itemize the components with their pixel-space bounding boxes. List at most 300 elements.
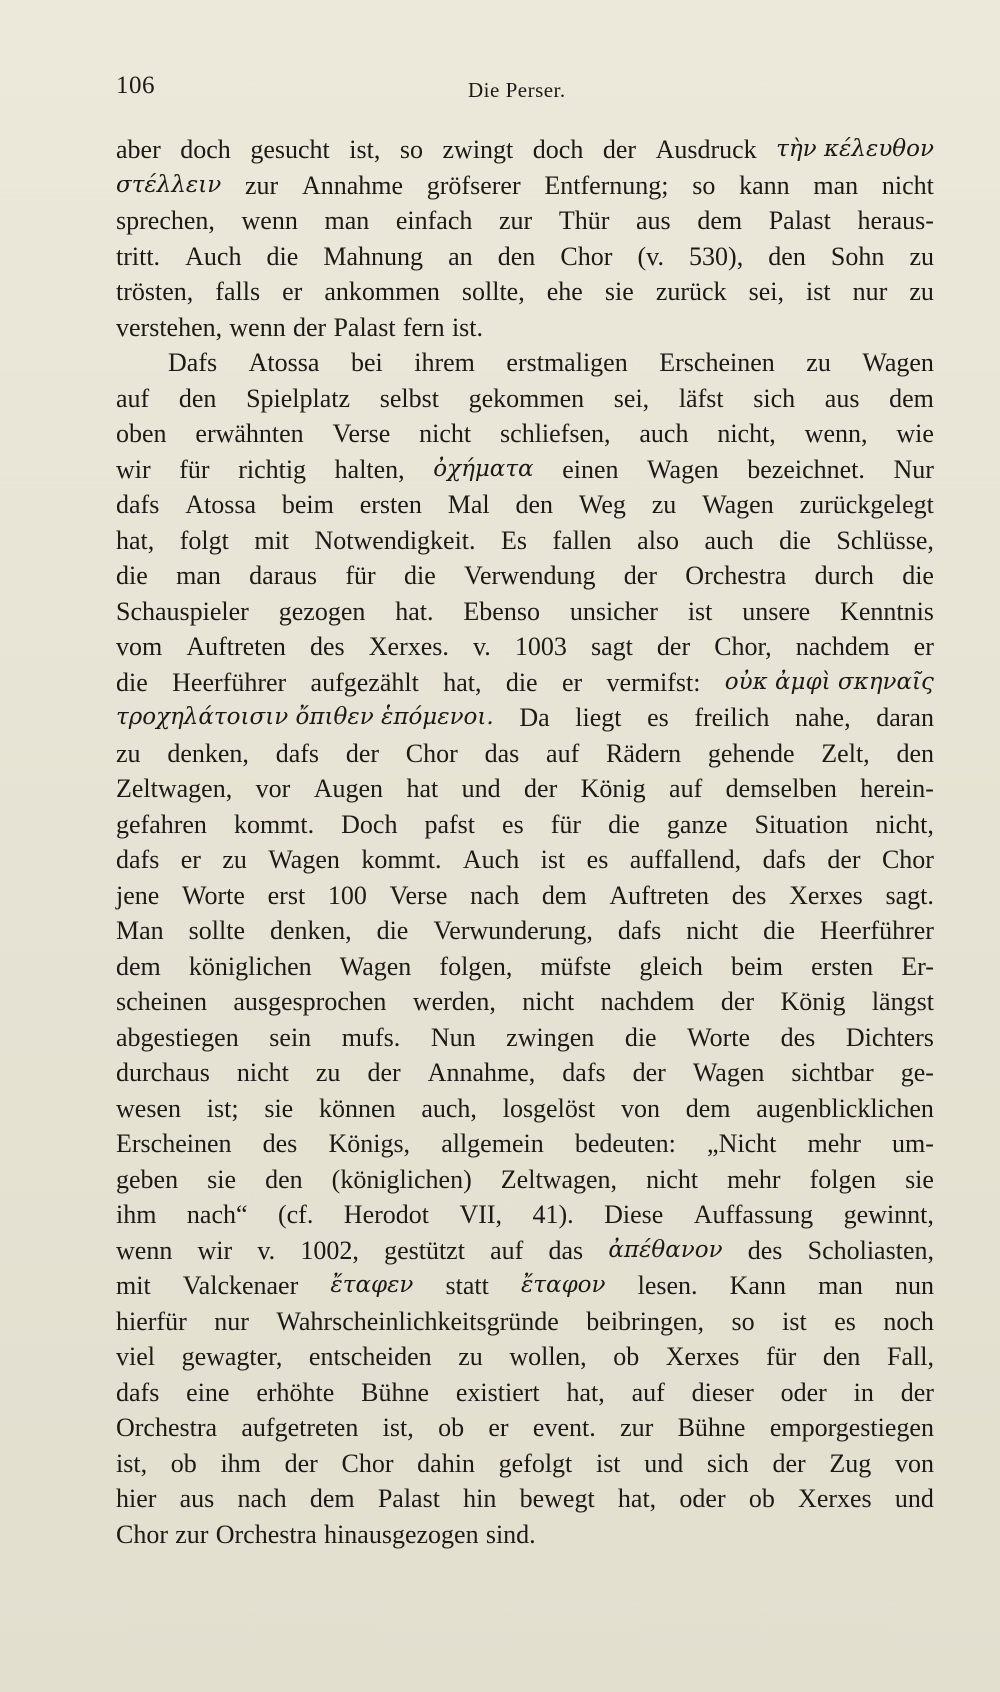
word: Auch bbox=[185, 241, 242, 271]
word: einfach bbox=[395, 206, 473, 235]
word: das bbox=[484, 738, 520, 768]
word: hat, bbox=[116, 525, 155, 555]
word: und bbox=[894, 1484, 934, 1513]
word: müfste bbox=[540, 951, 612, 981]
word: pafst bbox=[424, 809, 476, 839]
word: den bbox=[515, 490, 554, 519]
word: Xerxes bbox=[798, 1484, 872, 1513]
word: auf bbox=[116, 383, 150, 413]
word: die bbox=[763, 916, 795, 945]
word: 1003 bbox=[514, 632, 567, 661]
word: aufgezählt bbox=[310, 667, 419, 697]
word: nicht bbox=[881, 170, 934, 200]
word: er bbox=[488, 1413, 509, 1442]
word: στέλλειν bbox=[116, 171, 222, 198]
word: kommt. bbox=[361, 845, 442, 874]
word: sind. bbox=[485, 1519, 536, 1549]
word: kommt. bbox=[233, 809, 315, 839]
word: vom bbox=[116, 632, 163, 661]
word: den bbox=[822, 1342, 861, 1371]
word: Chor, bbox=[714, 632, 772, 661]
text-line bbox=[116, 984, 934, 1020]
word: sollte bbox=[188, 916, 245, 945]
text-line bbox=[116, 842, 934, 878]
word: hier bbox=[116, 1484, 157, 1513]
text-line bbox=[116, 310, 934, 346]
word: Atossa bbox=[185, 490, 256, 519]
word: fern bbox=[402, 312, 445, 342]
word: zur bbox=[175, 1519, 209, 1549]
word: event. bbox=[532, 1413, 596, 1442]
word: so bbox=[692, 170, 716, 200]
word: ist, bbox=[349, 135, 381, 164]
word: König bbox=[780, 987, 846, 1016]
word: zur bbox=[499, 206, 533, 235]
word: des bbox=[262, 1129, 298, 1158]
word: denken, bbox=[167, 738, 249, 768]
word: Orchestra bbox=[685, 561, 787, 590]
word: Wagen bbox=[339, 951, 412, 981]
word: auf bbox=[546, 738, 580, 768]
word: aufgetreten bbox=[241, 1413, 359, 1442]
word: ἔταφεν bbox=[330, 1272, 414, 1298]
word: gewagter, bbox=[181, 1342, 283, 1371]
word: ersten bbox=[359, 490, 422, 519]
text-line bbox=[116, 771, 934, 807]
word: auf bbox=[490, 1235, 524, 1265]
word: Zeltwagen, bbox=[116, 774, 233, 803]
word: oder bbox=[780, 1377, 827, 1407]
word: an bbox=[448, 241, 473, 271]
word: längst bbox=[871, 987, 934, 1016]
word: eine bbox=[186, 1377, 230, 1407]
word: Kann bbox=[729, 1271, 786, 1300]
word: dafs bbox=[762, 845, 806, 874]
word: daraus bbox=[249, 561, 318, 590]
word: Spielplatz bbox=[246, 383, 351, 413]
word: die bbox=[608, 809, 640, 839]
word: auch, bbox=[421, 1093, 477, 1123]
word: Ebenso bbox=[463, 596, 540, 626]
word: Palast bbox=[377, 1484, 440, 1513]
word: er bbox=[180, 845, 201, 874]
word: wir bbox=[197, 1235, 233, 1265]
text-line bbox=[116, 1091, 934, 1127]
word: nachdem bbox=[600, 987, 695, 1016]
word: ἔταφον bbox=[520, 1272, 606, 1298]
word: ihm bbox=[116, 1200, 157, 1229]
word: um- bbox=[892, 1129, 934, 1158]
word: auch bbox=[639, 419, 689, 448]
word: bedeuten: bbox=[574, 1129, 676, 1158]
word: der bbox=[656, 632, 691, 661]
word: der bbox=[367, 1058, 401, 1087]
word: aber bbox=[116, 135, 161, 164]
word: Augen bbox=[313, 774, 384, 803]
word: es bbox=[586, 845, 609, 874]
word: halten, bbox=[334, 454, 405, 484]
word: folgen, bbox=[439, 951, 513, 981]
word: nun bbox=[894, 1271, 934, 1300]
word: er bbox=[561, 667, 583, 697]
word: nahe, bbox=[795, 703, 851, 732]
word: ob bbox=[748, 1484, 775, 1513]
text-line bbox=[116, 1268, 934, 1304]
word: dem bbox=[685, 1093, 731, 1123]
word: 41). bbox=[532, 1200, 574, 1229]
word: wenn bbox=[229, 312, 286, 342]
word: ankommen bbox=[324, 277, 440, 306]
word: erhöhte bbox=[256, 1377, 335, 1407]
word: durch bbox=[814, 561, 874, 590]
word: dafs bbox=[116, 490, 160, 519]
word: zu bbox=[909, 277, 934, 306]
text-line bbox=[116, 381, 934, 417]
text-line bbox=[116, 168, 934, 204]
word: es bbox=[647, 703, 669, 732]
word: tritt. bbox=[116, 241, 161, 271]
word: sie bbox=[264, 1093, 294, 1123]
word: gleich bbox=[639, 951, 703, 981]
word: Auffassung bbox=[693, 1200, 814, 1229]
word: sie bbox=[604, 277, 634, 306]
word: gefolgt bbox=[498, 1448, 573, 1478]
word: also bbox=[637, 525, 680, 555]
word: lesen. bbox=[637, 1271, 698, 1300]
word: οὐκ ἀμφὶ σκηναῖς bbox=[724, 668, 934, 695]
word: ausgesprochen bbox=[233, 987, 387, 1016]
word: dafs bbox=[275, 738, 320, 768]
word: ihm bbox=[220, 1448, 261, 1478]
word: nicht bbox=[236, 1058, 289, 1087]
word: heraus- bbox=[857, 206, 934, 235]
word: Auch bbox=[462, 845, 520, 874]
word: doch bbox=[180, 135, 231, 164]
body-text bbox=[116, 132, 934, 1552]
word: daran bbox=[876, 703, 934, 732]
word: hat, bbox=[617, 1484, 657, 1513]
word: der bbox=[345, 738, 380, 768]
word: er bbox=[282, 277, 303, 306]
word: dem bbox=[889, 383, 934, 413]
word: doch bbox=[532, 135, 584, 164]
word: hierfür bbox=[116, 1306, 187, 1336]
word: ersten bbox=[811, 951, 874, 981]
word: VII, bbox=[459, 1200, 503, 1229]
word: sich bbox=[753, 383, 796, 413]
word: die bbox=[116, 667, 148, 697]
word: Wagen bbox=[702, 490, 774, 519]
word: der bbox=[623, 561, 657, 590]
word: dem bbox=[697, 206, 743, 235]
word: nur bbox=[852, 277, 888, 306]
word: ehe bbox=[546, 277, 583, 306]
word: gehende bbox=[707, 738, 795, 768]
word: Wagen bbox=[647, 454, 719, 484]
word: dafs bbox=[562, 1058, 606, 1087]
word: werden, bbox=[412, 987, 496, 1016]
word: ist bbox=[806, 277, 831, 306]
word: sei, bbox=[613, 383, 650, 413]
word: Verse bbox=[332, 419, 391, 448]
word: Diese bbox=[604, 1200, 664, 1229]
word: zwingen bbox=[506, 1022, 595, 1052]
word: „Nicht bbox=[707, 1129, 777, 1158]
word: einen bbox=[562, 454, 619, 484]
word: dem bbox=[541, 880, 587, 910]
word: man bbox=[324, 206, 370, 235]
word: Verwendung bbox=[464, 561, 596, 590]
word: folgen bbox=[809, 1164, 877, 1194]
text-line bbox=[116, 700, 934, 736]
word: Es bbox=[501, 525, 528, 555]
word: in bbox=[853, 1377, 874, 1407]
word: zurückgelegt bbox=[799, 490, 934, 519]
word: Doch bbox=[341, 809, 398, 839]
word: Mahnung bbox=[323, 241, 424, 271]
word: von bbox=[894, 1448, 934, 1478]
word: auffallend, bbox=[629, 845, 742, 874]
word: sie bbox=[905, 1164, 934, 1194]
word: der bbox=[900, 1377, 934, 1407]
word: den bbox=[265, 1164, 303, 1194]
word: ὀχήματα bbox=[433, 455, 534, 482]
text-line bbox=[116, 665, 934, 701]
word: allgemein bbox=[441, 1129, 544, 1158]
word: Bühne bbox=[677, 1413, 746, 1442]
word: sie bbox=[207, 1164, 237, 1194]
word: es bbox=[502, 809, 524, 839]
word: aus bbox=[179, 1484, 215, 1513]
word: selbst bbox=[379, 383, 439, 413]
word: augenblicklichen bbox=[756, 1093, 934, 1123]
word: der bbox=[772, 1448, 806, 1478]
word: hin bbox=[463, 1484, 497, 1513]
text-line bbox=[116, 558, 934, 594]
word: freilich bbox=[694, 703, 770, 732]
text-line bbox=[116, 736, 934, 772]
word: die bbox=[376, 916, 409, 945]
running-title: Die Perser. bbox=[468, 78, 566, 102]
word: Chor bbox=[341, 1448, 394, 1478]
word: ist; bbox=[206, 1093, 239, 1123]
word: auch bbox=[704, 525, 754, 555]
word: hat. bbox=[395, 596, 434, 626]
text-line bbox=[116, 1233, 934, 1269]
word: Thür bbox=[558, 206, 610, 235]
word: ist. bbox=[451, 312, 484, 342]
word: Zug bbox=[829, 1448, 872, 1478]
word: gewinnt, bbox=[843, 1200, 934, 1229]
word: zur bbox=[245, 170, 279, 200]
word: vor bbox=[255, 774, 291, 803]
word: für bbox=[765, 1342, 797, 1371]
word: zu bbox=[651, 490, 677, 519]
word: der bbox=[524, 774, 558, 803]
word: zu bbox=[222, 845, 247, 874]
word: der bbox=[720, 987, 755, 1016]
word: v. bbox=[257, 1235, 276, 1265]
text-line bbox=[116, 1410, 934, 1446]
word: Zelt, bbox=[821, 738, 870, 768]
word: Chor bbox=[116, 1519, 168, 1549]
word: Schauspieler bbox=[116, 596, 249, 626]
word: ist, bbox=[382, 1413, 414, 1442]
word: Dafs bbox=[168, 348, 218, 377]
word: den bbox=[497, 241, 536, 271]
word: v. bbox=[472, 632, 491, 661]
word: nicht, bbox=[717, 419, 776, 448]
word: Erscheinen bbox=[659, 348, 775, 377]
word: nach bbox=[237, 1484, 287, 1513]
word: gezogen bbox=[278, 596, 366, 626]
word: (königlichen) bbox=[331, 1164, 472, 1194]
word: Xerxes bbox=[789, 880, 863, 910]
word: Fall, bbox=[887, 1342, 934, 1371]
word: sagt. bbox=[885, 880, 934, 910]
word: unsicher bbox=[569, 596, 658, 626]
word: Chor bbox=[405, 738, 458, 768]
word: gröfserer bbox=[426, 170, 521, 200]
word: nicht bbox=[419, 419, 472, 448]
word: liegt bbox=[575, 703, 622, 732]
word: auf bbox=[669, 774, 703, 803]
word: Entfernung; bbox=[544, 170, 669, 200]
word: bei bbox=[350, 348, 383, 377]
word: des bbox=[310, 632, 345, 661]
word: zwingt bbox=[442, 135, 514, 164]
word: erst bbox=[267, 880, 306, 910]
word: gesucht bbox=[250, 135, 330, 164]
word: herein- bbox=[860, 774, 934, 803]
word: das bbox=[548, 1235, 584, 1265]
word: dafs bbox=[116, 845, 160, 874]
word: Erscheinen bbox=[116, 1129, 232, 1158]
word: nicht, bbox=[875, 809, 934, 839]
word: losgelöst bbox=[502, 1093, 596, 1123]
word: Kenntnis bbox=[840, 596, 934, 626]
word: ist bbox=[595, 1448, 621, 1478]
word: nicht bbox=[646, 1164, 699, 1194]
word: und bbox=[644, 1448, 684, 1478]
word: man bbox=[818, 1271, 863, 1300]
text-line bbox=[116, 523, 934, 559]
word: zu bbox=[458, 1342, 483, 1371]
word: hat, bbox=[566, 1377, 605, 1407]
word: Palast bbox=[768, 206, 831, 235]
text-line bbox=[116, 913, 934, 949]
word: mufs. bbox=[341, 1022, 401, 1052]
word: so bbox=[731, 1306, 755, 1336]
word: königlichen bbox=[188, 951, 312, 981]
word: Annahme bbox=[301, 170, 404, 200]
word: sprechen, bbox=[116, 206, 215, 235]
word: ob bbox=[613, 1342, 640, 1371]
word: Da bbox=[519, 703, 550, 732]
word: Verse bbox=[389, 880, 448, 910]
word: dem bbox=[116, 951, 161, 981]
word: für bbox=[345, 561, 376, 590]
word: erwähnten bbox=[195, 419, 304, 448]
word: Weg bbox=[578, 490, 626, 519]
word: 1002, bbox=[300, 1235, 359, 1265]
word: Auftreten bbox=[609, 880, 710, 910]
word: τὴν κέλευθον bbox=[776, 136, 934, 162]
word: vermifst: bbox=[606, 667, 701, 697]
word: ἀπέθανον bbox=[608, 1236, 723, 1263]
word: Mal bbox=[447, 490, 490, 519]
word: Heerführer bbox=[819, 916, 934, 945]
word: erstmaligen bbox=[506, 348, 628, 377]
word: man bbox=[813, 170, 859, 200]
word: wenn bbox=[116, 1235, 173, 1265]
text-line bbox=[116, 487, 934, 523]
word: durchaus bbox=[116, 1058, 210, 1087]
text-line bbox=[116, 1481, 934, 1517]
word: ist, bbox=[116, 1448, 148, 1478]
word: dafs bbox=[116, 1377, 160, 1407]
word: sichtbar bbox=[791, 1058, 874, 1087]
word: oben bbox=[116, 419, 167, 448]
word: bewegt bbox=[519, 1484, 595, 1513]
word: denken, bbox=[269, 916, 352, 945]
word: auf bbox=[631, 1377, 665, 1407]
word: ganze bbox=[666, 809, 728, 839]
word: Nur bbox=[893, 454, 934, 484]
word: existiert bbox=[455, 1377, 540, 1407]
text-line bbox=[116, 807, 934, 843]
word: nach“ bbox=[186, 1200, 248, 1229]
word: die bbox=[116, 561, 148, 590]
word: Wagen bbox=[268, 845, 340, 874]
word: trösten, bbox=[116, 277, 194, 306]
page-header bbox=[116, 72, 940, 112]
text-line bbox=[116, 1162, 934, 1198]
word: mit bbox=[116, 1271, 151, 1300]
word: der bbox=[292, 312, 327, 342]
word: für bbox=[179, 454, 210, 484]
word: mehr bbox=[727, 1164, 781, 1194]
word: dafs bbox=[617, 916, 662, 945]
word: ob bbox=[170, 1448, 197, 1478]
word: Wahrscheinlichkeitsgründe bbox=[276, 1306, 559, 1336]
word: Heerführer bbox=[172, 667, 287, 697]
text-line bbox=[116, 949, 934, 985]
text-line bbox=[116, 203, 934, 239]
text-line bbox=[116, 274, 934, 310]
word: Orchestra bbox=[215, 1519, 317, 1549]
text-line bbox=[116, 452, 934, 488]
text-line bbox=[116, 629, 934, 665]
word: beim bbox=[730, 951, 783, 981]
word: aus bbox=[824, 383, 860, 413]
word: Nun bbox=[430, 1022, 476, 1052]
word: jene bbox=[116, 880, 160, 910]
word: schliefsen, bbox=[500, 419, 611, 448]
word: gekommen bbox=[468, 383, 585, 413]
word: der bbox=[284, 1448, 318, 1478]
paragraph bbox=[116, 345, 934, 1552]
word: Worte bbox=[182, 880, 245, 910]
word: Chor bbox=[881, 845, 934, 874]
word: Schlüsse, bbox=[836, 525, 934, 555]
word: der bbox=[632, 1058, 666, 1087]
word: von bbox=[620, 1093, 660, 1123]
word: Wagen bbox=[692, 1058, 765, 1087]
word: mehr bbox=[807, 1129, 861, 1158]
word: zu bbox=[806, 348, 831, 377]
word: scheinen bbox=[116, 987, 207, 1016]
